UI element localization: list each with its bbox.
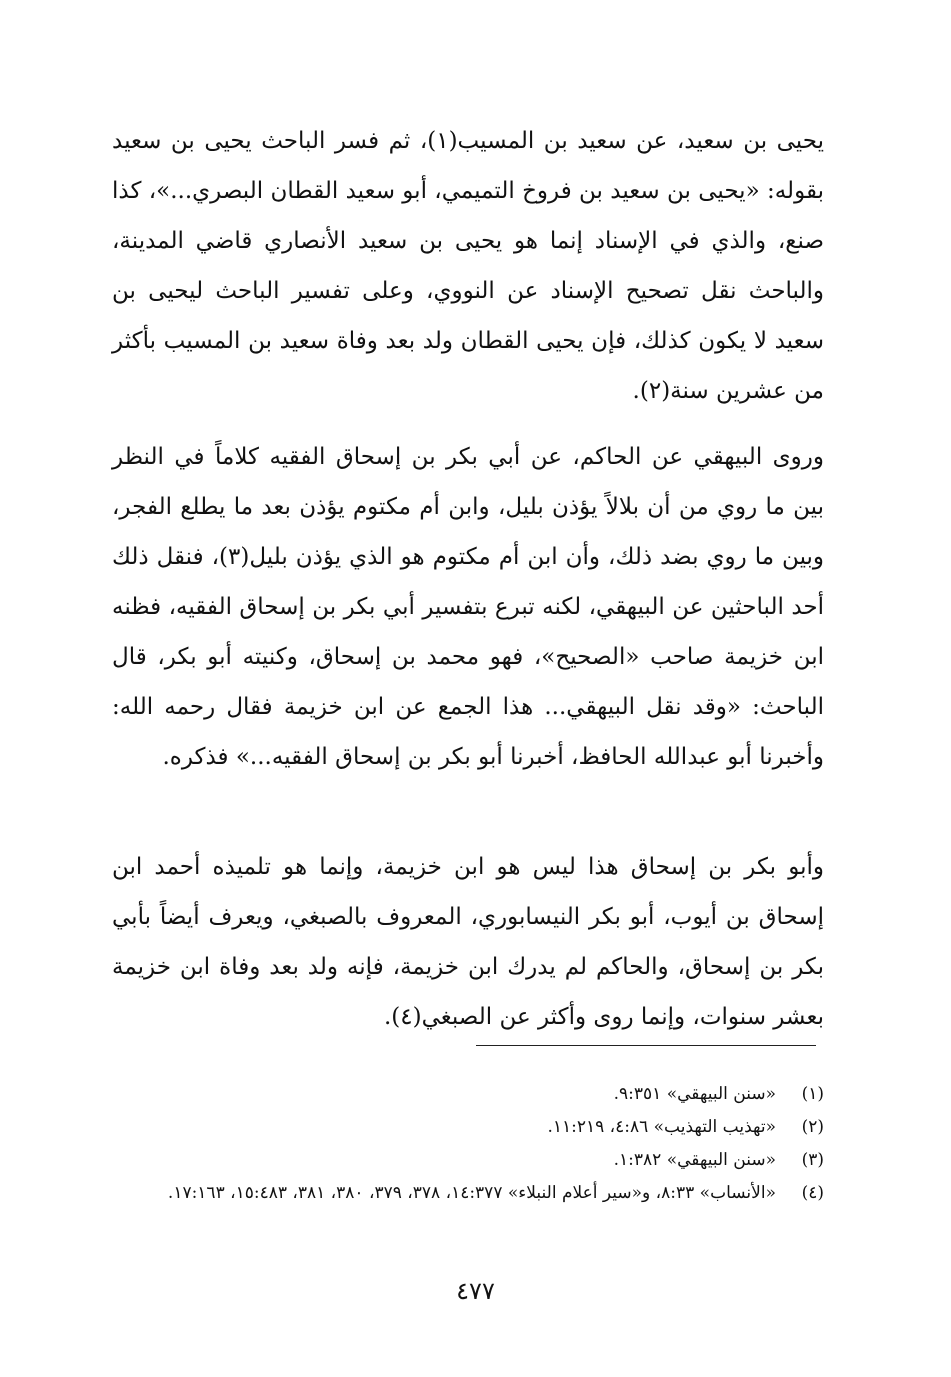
footnote-1: [112, 1078, 824, 1111]
footnote-divider: [476, 1045, 816, 1046]
paragraph-2: وروى البيهقي عن الحاكم، عن أبي بكر بن إسحاق الفقيه كلاماً في النظر بين ما روي من أن بلالاً يؤذن بليل، وابن أم مكتوم يؤذن بعد ما يطلع الفجر، وبين ما روي بضد ذلك، وأن ابن أم مكتوم هو الذي يؤذن بليل(٣)، فنقل ذلك أحد الباحثين عن البيهقي، لكنه تبرع بتفسير أبي بكر بن إسحاق الفقيه، فظنه ابن خزيمة صاحب «الصحيح»، فهو محمد بن إسحاق، وكنيته أبو بكر، قال الباحث: «وقد نقل البيهقي... هذا الجمع عن ابن خزيمة فقال رحمه الله: وأخبرنا أبو عبدالله الحافظ، أخبرنا أبو بكر بن إسحاق الفقيه...» فذكره.: [112, 444, 825, 770]
footnote-text: «سنن البيهقي» ٩:٣٥١.: [613, 1084, 776, 1104]
footnote-4: [112, 1177, 824, 1210]
footnote-3: [112, 1144, 824, 1177]
footnote-number: (٣): [801, 1150, 824, 1170]
footnotes: [112, 1078, 824, 1210]
page-number: ٤٧٧: [456, 1277, 495, 1305]
footnote-text: «سنن البيهقي» ١:٣٨٢.: [613, 1150, 776, 1170]
footnote-text: «تهذيب التهذيب» ٤:٨٦، ١١:٢١٩.: [547, 1117, 776, 1137]
paragraph-1: يحيى بن سعيد، عن سعيد بن المسيب(١)، ثم فسر الباحث يحيى بن سعيد بقوله: «يحيى بن سعيد بن فروخ التميمي، أبو سعيد القطان البصري...»، كذا صنع، والذي في الإسناد إنما هو يحيى بن سعيد الأنصاري قاضي المدينة، والباحث نقل تصحيح الإسناد عن النووي، وعلى تفسير الباحث ليحيى بن سعيد لا يكون كذلك، فإن يحيى القطان ولد بعد وفاة سعيد بن المسيب بأكثر من عشرين سنة(٢).: [112, 128, 824, 404]
footnote-text: «الأنساب» ٨:٣٣، و«سير أعلام النبلاء» ١٤:٣٧٧، ٣٧٨، ٣٧٩، ٣٨٠، ٣٨١، ١٥:٤٨٣، ١٧:١٦٣.: [167, 1183, 776, 1203]
footnote-number: (٢): [801, 1117, 824, 1137]
footnote-number: (٤): [801, 1183, 824, 1203]
footnote-2: [112, 1111, 824, 1144]
footnote-number: (١): [801, 1084, 824, 1104]
paragraph-3: وأبو بكر بن إسحاق هذا ليس هو ابن خزيمة، وإنما هو تلميذه أحمد ابن إسحاق بن أيوب، أبو بكر النيسابوري، المعروف بالصبغي، ويعرف أيضاً بأبي بكر بن إسحاق، والحاكم لم يدرك ابن خزيمة، فإنه ولد بعد وفاة ابن خزيمة بعشر سنوات، وإنما روى وأكثر عن الصبغي(٤).: [112, 854, 824, 1030]
